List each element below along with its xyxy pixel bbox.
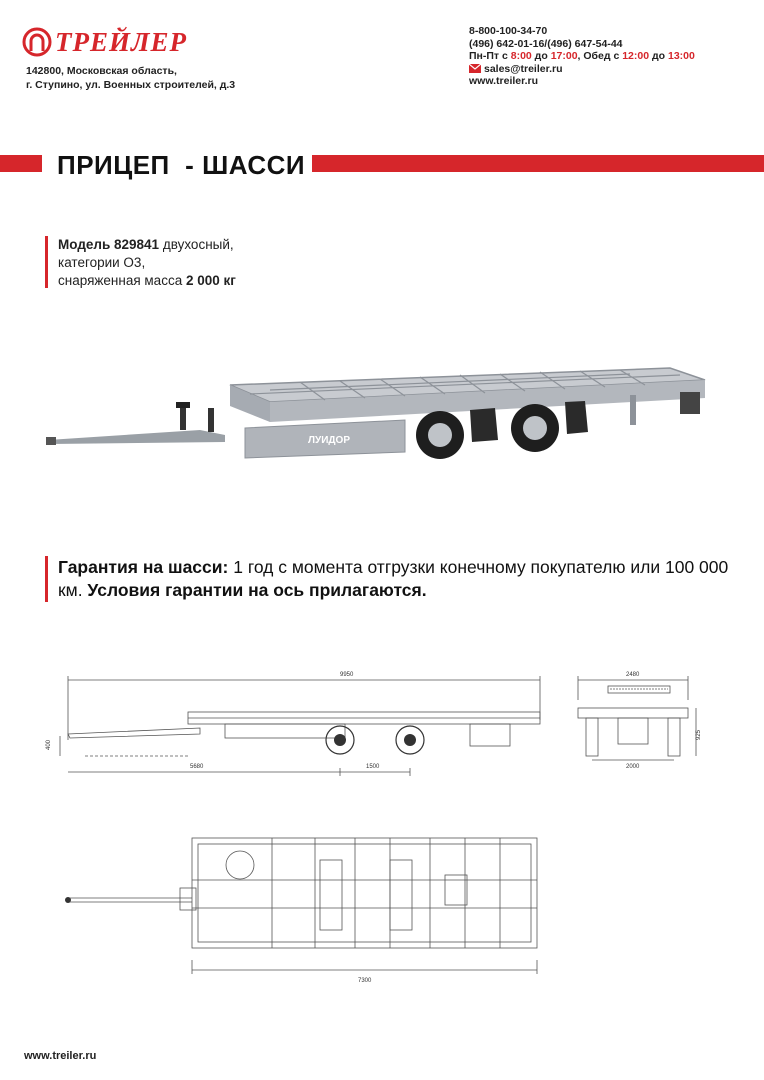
warranty-label: Гарантия на шасси:	[58, 557, 229, 577]
logo-text: ТРЕЙЛЕР	[55, 27, 188, 57]
model-description: Модель 829841 двухосный, категории О3, снаряженная масса 2 000 кг	[58, 237, 236, 288]
model-mass: 2 000 кг	[185, 273, 236, 288]
logo-arch-icon	[22, 27, 52, 57]
title-stripe-left	[0, 155, 42, 172]
dim-track: 2000	[626, 764, 640, 770]
address-line: г. Ступино, ул. Военных строителей, д.3	[26, 79, 236, 91]
company-logo	[22, 26, 202, 58]
address-line: 142800, Московская область,	[26, 65, 177, 77]
phone-hotline[interactable]: 8-800-100-34-70	[469, 25, 548, 37]
mail-icon	[469, 64, 481, 73]
brand-plate-text: ЛУИДОР	[308, 435, 350, 446]
company-address	[26, 64, 235, 92]
dim-overall-length: 9950	[340, 672, 354, 678]
contact-block	[469, 25, 695, 88]
dim-platform-length: 7300	[358, 978, 372, 984]
title-stripe-right	[312, 155, 764, 172]
dim-width: 2480	[626, 672, 640, 678]
footer-website[interactable]: www.treiler.ru	[24, 1050, 97, 1062]
rear-view-drawing	[568, 660, 708, 780]
website-link[interactable]: www.treiler.ru	[469, 75, 539, 87]
dim-height: 400	[46, 739, 52, 750]
side-view-drawing	[40, 660, 560, 790]
page-title: ПРИЦЕП - ШАССИ	[57, 150, 306, 180]
model-accent-bar	[45, 236, 48, 288]
warranty-accent-bar	[45, 556, 48, 602]
dim-drawbar-length: 5680	[190, 764, 204, 770]
model-name: Модель 829841	[58, 237, 160, 252]
working-hours: Пн-Пт с 8:00 до 17:00, Обед с 12:00 до 13:00	[469, 50, 695, 62]
email-link[interactable]: sales@treiler.ru	[484, 62, 563, 75]
warranty-note: Условия гарантии на ось прилагаются.	[87, 580, 427, 600]
phone-numbers[interactable]: (496) 642-01-16/(496) 647-54-44	[469, 37, 623, 50]
email-row[interactable]	[469, 63, 695, 76]
top-view-drawing	[40, 820, 560, 990]
dim-platform-height: 925	[696, 729, 702, 740]
trailer-photo	[40, 340, 740, 480]
warranty-text: Гарантия на шасси: 1 год с момента отгрузки конечному покупателю или 100 000 км. Условия гарантии на ось прилагаются.	[58, 557, 729, 600]
model-category: категории О3,	[58, 255, 146, 270]
dim-axle-spacing: 1500	[366, 764, 380, 770]
